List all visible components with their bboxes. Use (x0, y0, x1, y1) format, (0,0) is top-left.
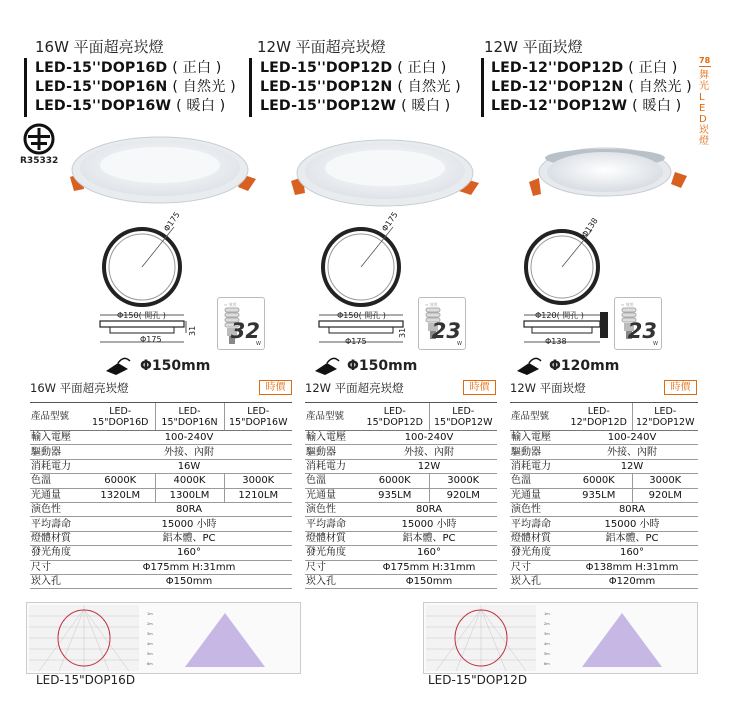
col2-model-3: LED-15''DOP12W ( 暖白 ) (260, 98, 451, 114)
illuminance-cone (542, 605, 697, 671)
table-title-col2: 12W 平面超亮崁燈 (305, 381, 404, 395)
table-header-row (30, 403, 292, 431)
badge-caption: ≈ 效用 (621, 302, 634, 307)
dimension-drawing-col2 (305, 222, 425, 352)
polar-diagram (426, 605, 536, 671)
graph-caption-col1: LED-15"DOP16D (36, 673, 136, 687)
svg-text:4m: 4m (544, 642, 550, 646)
badge-watt-unit: W (256, 341, 261, 347)
dim-cut-col1: Φ150( 開孔 ) (117, 311, 166, 320)
col2-model-1: LED-15''DOP12D ( 正白 ) (260, 60, 447, 76)
svg-text:3m: 3m (147, 632, 153, 636)
lamp-photo-16w (60, 125, 260, 205)
table-row: 發光角度 160° (30, 546, 292, 560)
svg-text:2m: 2m (147, 622, 153, 626)
badge-watt-value: 32 (230, 319, 260, 343)
model-col: LED- 12"DOP12W (632, 403, 698, 431)
table-row: 消耗電力 12W (510, 459, 698, 473)
cutout-size-col2: Φ150mm (347, 358, 418, 374)
dim-outer-col3: Φ138 (580, 216, 600, 240)
spec-table-col3 (510, 402, 698, 589)
table-row: 發光角度 160° (510, 546, 698, 560)
col3-title: 12W 平面崁燈 (484, 38, 583, 56)
col1-model-1: LED-15''DOP16D ( 正白 ) (35, 60, 222, 76)
model-label: 產品型號 (30, 403, 86, 431)
price-badge-col2: 時價 (463, 380, 496, 395)
table-row: 輸入電壓 100-240V (305, 431, 497, 445)
table-row: 驅動器 外接、內附 (30, 445, 292, 459)
dim-outer-col1: Φ175 (162, 210, 182, 234)
dim-cut-col2: Φ150( 開孔 ) (337, 311, 386, 320)
model-label: 產品型號 (510, 403, 566, 431)
model-col: LED- 12"DOP12D (566, 403, 632, 431)
table-row: 平均壽命 15000 小時 (305, 517, 497, 531)
model-col: LED- 15"DOP16D (86, 403, 155, 431)
table-row: 崁入孔 Φ150mm (305, 574, 497, 588)
page-number: 78 (699, 56, 711, 65)
badge-watt-unit: W (653, 341, 658, 347)
svg-text:1m: 1m (147, 612, 153, 616)
cutout-size-col1: Φ150mm (140, 358, 211, 374)
equivalent-watt-badge-col3 (614, 297, 662, 350)
dim-base-col2: Φ175 (345, 337, 367, 346)
table-header-row (305, 403, 497, 431)
table-row: 燈體材質 鋁本體、PC (30, 531, 292, 545)
table-row: 發光角度 160° (305, 546, 497, 560)
col3-model-1: LED-12''DOP12D ( 正白 ) (491, 60, 678, 76)
certification-mark-icon (22, 122, 56, 156)
table-title-col1: 16W 平面超亮崁燈 (30, 381, 129, 395)
dim-base-col3: Φ138 (545, 337, 567, 346)
col1-bar (24, 58, 27, 117)
table-row: 燈體材質 鋁本體、PC (510, 531, 698, 545)
svg-text:4m: 4m (147, 642, 153, 646)
svg-text:1m: 1m (544, 612, 550, 616)
svg-text:5m: 5m (147, 652, 153, 656)
dimension-drawing-col3 (510, 222, 620, 352)
table-row: 驅動器 外接、內附 (510, 445, 698, 459)
table-row: 消耗電力 12W (305, 459, 497, 473)
table-row: 色溫 6000K 3000K (305, 474, 497, 488)
cert-number: R35332 (20, 156, 59, 166)
table-row: 尺寸 Φ175mm H:31mm (305, 560, 497, 574)
lamp-photo-12w-large (285, 127, 485, 207)
col3-bar (481, 58, 484, 117)
table-row: 尺寸 Φ138mm H:31mm (510, 560, 698, 574)
illuminance-cone (145, 605, 300, 671)
svg-text:2m: 2m (544, 622, 550, 626)
svg-text:5m: 5m (544, 652, 550, 656)
price-badge-col1: 時價 (259, 380, 292, 395)
col1-model-3: LED-15''DOP16W ( 暖白 ) (35, 98, 226, 114)
col2-title: 12W 平面超亮崁燈 (257, 38, 386, 56)
dim-height-col2: 31 (398, 327, 407, 338)
graph-caption-col2: LED-15"DOP12D (428, 673, 528, 687)
col1-model-2: LED-15''DOP16N ( 自然光 ) (35, 79, 236, 95)
equivalent-watt-badge-col2 (418, 297, 466, 350)
badge-watt-unit: W (457, 341, 462, 347)
col2-model-2: LED-15''DOP12N ( 自然光 ) (260, 79, 461, 95)
table-row: 平均壽命 15000 小時 (510, 517, 698, 531)
dim-height-col1: 31 (188, 325, 197, 336)
photometric-graph-col2 (423, 602, 698, 674)
price-badge-col3: 時價 (664, 380, 697, 395)
table-row: 燈體材質 鋁本體、PC (305, 531, 497, 545)
model-col: LED- 15"DOP12D (361, 403, 429, 431)
table-row: 尺寸 Φ175mm H:31mm (30, 560, 292, 574)
badge-caption: ≈ 效用 (224, 302, 237, 307)
cutout-icon (313, 357, 343, 377)
table-row: 色溫 6000K 4000K 3000K (30, 474, 292, 488)
table-row: 演色性 80RA (510, 502, 698, 516)
equivalent-watt-badge-col1 (217, 297, 265, 350)
table-title-col3: 12W 平面崁燈 (510, 381, 586, 395)
table-row: 驅動器 外接、內附 (305, 445, 497, 459)
model-col: LED- 15"DOP12W (429, 403, 497, 431)
model-col: LED- 15"DOP16W (224, 403, 292, 431)
dim-cut-col3: Φ120( 開孔 ) (535, 311, 584, 320)
model-col: LED- 15"DOP16N (155, 403, 224, 431)
dim-base-col1: Φ175 (140, 335, 162, 344)
col3-model-2: LED-12''DOP12N ( 自然光 ) (491, 79, 692, 95)
model-label: 產品型號 (305, 403, 361, 431)
badge-watt-value: 23 (627, 319, 657, 343)
col1-title: 16W 平面超亮崁燈 (35, 38, 164, 56)
table-row: 輸入電壓 100-240V (30, 431, 292, 445)
table-row: 光通量 1320LM 1300LM 1210LM (30, 488, 292, 502)
svg-text:6m: 6m (544, 662, 550, 666)
table-header-row (510, 403, 698, 431)
table-row: 演色性 80RA (305, 502, 497, 516)
cutout-icon (104, 357, 134, 377)
cutout-icon (515, 357, 545, 377)
photometric-graph-col1 (26, 602, 301, 674)
dim-outer-col2: Φ175 (380, 210, 400, 234)
svg-text:3m: 3m (544, 632, 550, 636)
cutout-size-col3: Φ120mm (549, 358, 620, 374)
badge-watt-value: 23 (431, 319, 461, 343)
side-section-label: 舞光LED 崁燈 (699, 70, 709, 147)
side-divider (699, 66, 711, 67)
table-row: 光通量 935LM 920LM (510, 488, 698, 502)
badge-caption: ≈ 效用 (425, 302, 438, 307)
table-row: 崁入孔 Φ120mm (510, 574, 698, 588)
svg-text:6m: 6m (147, 662, 153, 666)
col3-model-3: LED-12''DOP12W ( 暖白 ) (491, 98, 682, 114)
table-row: 崁入孔 Φ150mm (30, 574, 292, 588)
table-row: 光通量 935LM 920LM (305, 488, 497, 502)
lamp-photo-12w-small (525, 142, 690, 202)
table-row: 演色性 80RA (30, 502, 292, 516)
table-row: 消耗電力 16W (30, 459, 292, 473)
table-row: 平均壽命 15000 小時 (30, 517, 292, 531)
polar-diagram (29, 605, 139, 671)
spec-table-col2 (305, 402, 497, 589)
col2-bar (249, 58, 252, 117)
spec-table-col1 (30, 402, 292, 589)
table-row: 色溫 6000K 3000K (510, 474, 698, 488)
table-row: 輸入電壓 100-240V (510, 431, 698, 445)
